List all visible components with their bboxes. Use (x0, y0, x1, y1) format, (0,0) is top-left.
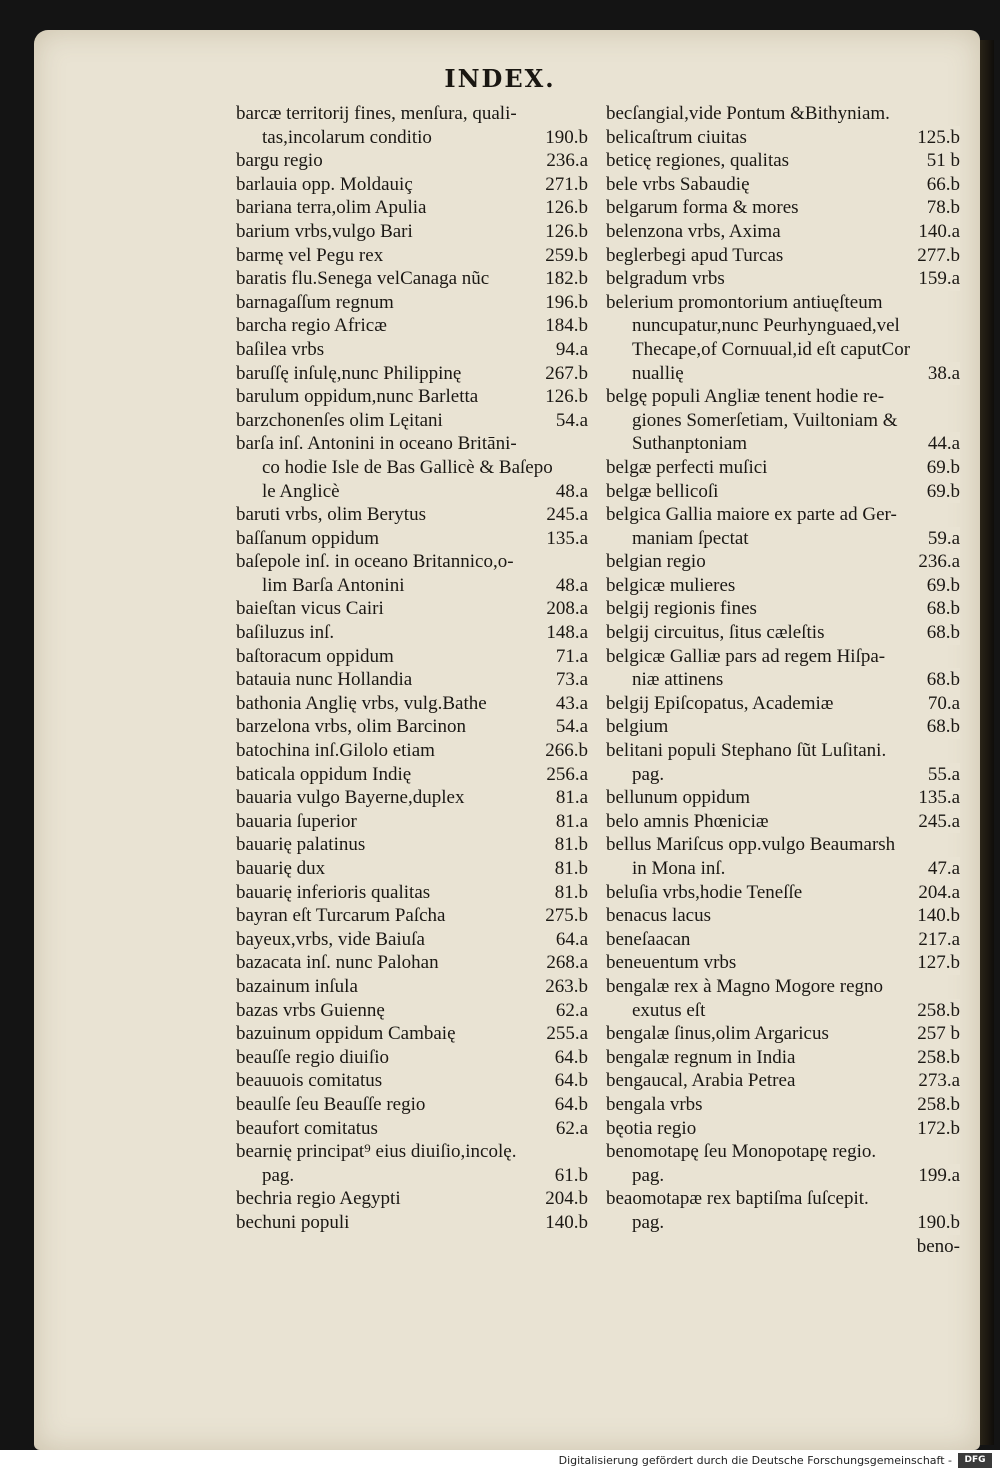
index-entry (236, 1046, 588, 1070)
page-reference: 44.a (922, 432, 960, 456)
index-entry-text: belgium 68.b (606, 716, 960, 738)
index-entry-text: bęotia regio 172.b (606, 1117, 960, 1139)
page-reference: 54.a (550, 715, 588, 739)
page-reference: 61.b (549, 1164, 588, 1188)
index-entry-text: baratis flu.Senega velCanaga nũc 182.b (236, 268, 588, 290)
index-entry (236, 715, 588, 739)
page-reference: 172.b (911, 1117, 960, 1141)
index-entry-text: beaufort comitatus 62.a (236, 1117, 588, 1139)
index-entry-text: barulum oppidum,nunc Barletta 126.b (236, 386, 588, 408)
page-reference: 196.b (539, 291, 588, 315)
page-reference: 81.b (549, 833, 588, 857)
index-entry-text: maniam ſpectat 59.a (632, 527, 960, 549)
index-entry (236, 527, 588, 551)
index-entry-text: pag. 55.a (632, 763, 960, 785)
page-reference: 51 b (921, 149, 960, 173)
index-entry-text: Suthanptoniam 44.a (632, 433, 960, 455)
page-reference: 236.a (540, 149, 588, 173)
index-entry-text: baſepole inſ. in oceano Britannico,o- (236, 551, 514, 573)
page-reference: 255.a (540, 1022, 588, 1046)
index-entry-text: barmę vel Pegu rex 259.b (236, 244, 588, 266)
page-reference: 81.b (549, 881, 588, 905)
index-entry (236, 362, 588, 386)
index-entry (606, 102, 960, 126)
index-entry (606, 291, 960, 385)
index-entry (236, 220, 588, 244)
index-entry (236, 1093, 588, 1117)
page-reference: 204.a (912, 881, 960, 905)
page-reference: 271.b (539, 173, 588, 197)
page-reference: 140.a (912, 220, 960, 244)
index-entry (236, 692, 588, 716)
index-entry-text: co hodie Isle de Bas Gallicè & Baſepo (262, 456, 553, 478)
index-entry (606, 1140, 960, 1187)
page-reference: 126.b (539, 196, 588, 220)
index-entry-text: bazainum inſula 263.b (236, 975, 588, 997)
page-reference: 159.a (912, 267, 960, 291)
index-entry-text: belgradum vrbs 159.a (606, 268, 960, 290)
index-column-right (606, 102, 960, 1235)
index-column-left (236, 102, 588, 1235)
index-entry-text: belgica Gallia maiore ex parte ad Ger- (606, 504, 897, 526)
index-entry-text: bauarię palatinus 81.b (236, 834, 588, 856)
index-entry (236, 314, 588, 338)
page-reference: 258.b (911, 999, 960, 1023)
footer-credit: Digitalisierung gefördert durch die Deutsche Forschungsgemeinschaft - (558, 1454, 952, 1467)
page-reference: 81.a (550, 810, 588, 834)
index-entry-text: baſiluzus inſ. 148.a (236, 622, 588, 644)
index-entry-text: belgarum forma & mores 78.b (606, 197, 960, 219)
dfg-logo-icon: DFG (958, 1453, 992, 1468)
index-entry-text: in Mona inſ. 47.a (632, 858, 960, 879)
page-reference: 268.a (540, 951, 588, 975)
index-entry (606, 267, 960, 291)
index-entry (606, 833, 960, 880)
index-entry-text: niæ attinens 68.b (632, 669, 960, 691)
index-entry (606, 173, 960, 197)
page-reference: 256.a (540, 763, 588, 787)
index-entry (236, 645, 588, 669)
page-reference: 69.b (921, 480, 960, 504)
page-reference: 266.b (539, 739, 588, 763)
page-reference: 81.a (550, 786, 588, 810)
page-reference: 62.a (550, 999, 588, 1023)
index-entry-text: bauarię inferioris qualitas 81.b (236, 881, 588, 903)
index-entry (236, 999, 588, 1023)
index-entry-text: tas,incolarum conditio 190.b (262, 126, 588, 148)
page-reference: 204.b (539, 1187, 588, 1211)
page-reference: 68.b (921, 715, 960, 739)
page-reference: 190.b (911, 1211, 960, 1235)
index-entry-text: bengalæ ſinus,olim Argaricus 257 b (606, 1023, 960, 1045)
page-reference: 68.b (921, 621, 960, 645)
index-entry-text: beneſaacan 217.a (606, 928, 960, 950)
index-entry-text: bele vrbs Sabaudię 66.b (606, 173, 960, 195)
index-entry-text: bazacata inſ. nunc Palohan 268.a (236, 952, 588, 974)
index-entry (236, 621, 588, 645)
index-entry (606, 975, 960, 1022)
page-reference: 135.a (912, 786, 960, 810)
index-entry-text: benacus lacus 140.b (606, 905, 960, 927)
index-entry-text: bariana terra,olim Apulia 126.b (236, 197, 588, 219)
index-entry (236, 668, 588, 692)
page-reference: 135.a (540, 527, 588, 551)
index-entry (236, 244, 588, 268)
index-entry-text: bengalæ rex à Magno Mogore regno (606, 975, 884, 997)
index-entry-text: giones Somerſetiam, Vuiltoniam & (632, 409, 898, 431)
index-entry-text: belgicæ mulieres 69.b (606, 574, 960, 596)
index-entry-text: baruſſę inſulę,nunc Philippinę 267.b (236, 362, 588, 384)
page-reference: 64.a (550, 928, 588, 952)
index-entry (236, 267, 588, 291)
page-reference: 59.a (922, 527, 960, 551)
page-reference: 78.b (921, 196, 960, 220)
index-entry (236, 833, 588, 857)
page-header: INDEX. (444, 64, 556, 93)
page-reference: 277.b (911, 244, 960, 268)
index-entry-text: baticala oppidum Indię 256.a (236, 763, 588, 785)
index-entry-text: bauaria ſuperior 81.a (236, 810, 588, 832)
index-entry (606, 951, 960, 975)
page-reference: 126.b (539, 220, 588, 244)
index-entry-text: beauuois comitatus 64.b (236, 1070, 588, 1092)
index-entry-text: bargu regio 236.a (236, 150, 588, 172)
index-entry (236, 1117, 588, 1141)
index-entry-text: batochina inſ.Gilolo etiam 266.b (236, 740, 588, 762)
index-entry-text: barcha regio Africæ 184.b (236, 315, 588, 337)
page-reference: 245.a (912, 810, 960, 834)
index-entry-text: le Anglicè 48.a (262, 480, 588, 502)
index-entry (606, 739, 960, 786)
page-reference: 140.b (539, 1211, 588, 1235)
index-entry (236, 763, 588, 787)
index-entry (236, 928, 588, 952)
index-entry (236, 857, 588, 881)
page-reference: 259.b (539, 244, 588, 268)
index-entry (606, 928, 960, 952)
index-entry (236, 1022, 588, 1046)
index-entry (606, 1022, 960, 1046)
page-reference: 258.b (911, 1046, 960, 1070)
index-entry-text: beaomotapæ rex baptiſma ſuſcepit. (606, 1188, 869, 1210)
page-reference: 140.b (911, 904, 960, 928)
page-reference: 199.a (912, 1164, 960, 1188)
page-reference: 64.b (549, 1046, 588, 1070)
index-entry-text: beauſſe regio diuiſio 64.b (236, 1046, 588, 1068)
page-reference: 275.b (539, 904, 588, 928)
index-entry-text: pag. 61.b (262, 1164, 588, 1186)
page-reference: 55.a (922, 763, 960, 787)
page-reference: 68.b (921, 668, 960, 692)
index-entry-text: barzelona vrbs, olim Barcinon 54.a (236, 716, 588, 738)
index-entry (606, 574, 960, 598)
index-entry-text: belenzona vrbs, Axima 140.a (606, 220, 960, 242)
page-reference: 48.a (550, 480, 588, 504)
index-entry-text: bengalæ regnum in India 258.b (606, 1046, 960, 1068)
page-reference: 69.b (921, 456, 960, 480)
page-reference: 94.a (550, 338, 588, 362)
page-reference: 64.b (549, 1093, 588, 1117)
index-entry (236, 975, 588, 999)
page-reference: 127.b (911, 951, 960, 975)
index-entry (236, 409, 588, 433)
index-entry-text: batauia nunc Hollandia 73.a (236, 669, 588, 691)
index-entry (606, 1069, 960, 1093)
page-reference: 66.b (921, 173, 960, 197)
page-reference: 47.a (922, 857, 960, 881)
index-entry (606, 126, 960, 150)
index-entry (606, 503, 960, 550)
page-reference: 81.b (549, 857, 588, 881)
page-reference: 236.a (912, 550, 960, 574)
index-entry-text: belicaſtrum ciuitas 125.b (606, 126, 960, 148)
index-entry (236, 149, 588, 173)
index-entry-text: bellunum oppidum 135.a (606, 787, 960, 809)
page-reference: 267.b (539, 362, 588, 386)
index-entry-text: baruti vrbs, olim Berytus 245.a (236, 504, 588, 526)
page-reference: 54.a (550, 409, 588, 433)
index-entry (606, 786, 960, 810)
index-entry-text: bayran eſt Turcarum Paſcha 275.b (236, 905, 588, 927)
page-reference: 258.b (911, 1093, 960, 1117)
index-entry (236, 881, 588, 905)
index-entry (606, 196, 960, 220)
index-entry-text: belgian regio 236.a (606, 551, 960, 573)
index-entry (606, 881, 960, 905)
index-entry (606, 244, 960, 268)
page-reference: 257 b (911, 1022, 960, 1046)
index-entry (606, 1046, 960, 1070)
page-reference: 245.a (540, 503, 588, 527)
index-entry (606, 597, 960, 621)
index-entry-text: pag. 190.b (632, 1211, 960, 1233)
page-reference: 125.b (911, 126, 960, 150)
index-entry (236, 503, 588, 527)
page-reference: 68.b (921, 597, 960, 621)
index-entry-text: bengaucal, Arabia Petrea 273.a (606, 1070, 960, 1092)
page-reference: 148.a (540, 621, 588, 645)
index-entry-text: bazas vrbs Guiennę 62.a (236, 999, 588, 1021)
page-edge (980, 40, 994, 1445)
index-entry-text: belgij regionis fines 68.b (606, 598, 960, 620)
index-entry (236, 432, 588, 503)
index-entry-text: barzchonenſes olim Lęitani 54.a (236, 409, 588, 431)
index-entry-text: belitani populi Stephano ſũt Luſitani. (606, 740, 887, 762)
page-reference: 70.a (922, 692, 960, 716)
index-entry-text: belgij Epiſcopatus, Academiæ 70.a (606, 692, 960, 714)
index-entry-text: beaulſe ſeu Beauſſe regio 64.b (236, 1093, 588, 1115)
index-entry (606, 810, 960, 834)
index-entry-text: bearnię principat⁹ eius diuiſio,incolę. (236, 1141, 517, 1163)
index-entry-text: bauaria vulgo Bayerne,duplex 81.a (236, 787, 588, 809)
index-entry-text: beglerbegi apud Turcas 277.b (606, 244, 960, 266)
index-entry (606, 1117, 960, 1141)
index-entry-text: baieſtan vicus Cairi 208.a (236, 598, 588, 620)
index-entry-text: beticę regiones, qualitas 51 b (606, 150, 960, 172)
index-entry-text: belgij circuitus, ſitus cæleſtis 68.b (606, 622, 960, 644)
index-entry (606, 715, 960, 739)
index-entry-text: barlauia opp. Moldauiç 271.b (236, 173, 588, 195)
index-entry (606, 1093, 960, 1117)
index-entry (236, 1140, 588, 1187)
index-entry-text: beluſia vrbs,hodie Teneſſe 204.a (606, 881, 960, 903)
index-entry (606, 220, 960, 244)
index-entry-text: lim Barſa Antonini 48.a (262, 574, 588, 596)
index-entry-text: bengala vrbs 258.b (606, 1093, 960, 1115)
index-entry-text: nuncupatur,nunc Peurhynguaed,vel (632, 315, 900, 337)
page-reference: 217.a (912, 928, 960, 952)
index-entry-text: belerium promontorium antiuęſteum (606, 291, 883, 313)
page-reference: 62.a (550, 1117, 588, 1141)
page-reference: 182.b (539, 267, 588, 291)
page-reference: 73.a (550, 668, 588, 692)
page-reference: 64.b (549, 1069, 588, 1093)
index-entry (236, 1211, 588, 1235)
index-entry (236, 904, 588, 928)
index-entry (236, 550, 588, 597)
index-entry (606, 1187, 960, 1234)
page-reference: 273.a (912, 1069, 960, 1093)
index-entry (236, 196, 588, 220)
index-entry-text: bazuinum oppidum Cambaię 255.a (236, 1023, 588, 1045)
page-reference: 69.b (921, 574, 960, 598)
index-entry (236, 173, 588, 197)
index-entry-text: baſtoracum oppidum 71.a (236, 645, 588, 667)
index-entry (606, 645, 960, 692)
page-reference: 208.a (540, 597, 588, 621)
index-entry-text: bechria regio Aegypti 204.b (236, 1188, 588, 1210)
index-entry (236, 786, 588, 810)
index-entry (606, 456, 960, 480)
index-entry-text: bauarię dux 81.b (236, 858, 588, 879)
index-entry-text: bathonia Anglię vrbs, vulg.Bathe 43.a (236, 692, 588, 714)
footer-bar (0, 1450, 1000, 1473)
index-entry (236, 1187, 588, 1211)
index-entry (606, 480, 960, 504)
index-entry-text: barſa inſ. Antonini in oceano Britāni- (236, 433, 517, 455)
index-entry-text: baſſanum oppidum 135.a (236, 527, 588, 549)
index-entry (606, 692, 960, 716)
index-entry-text: exutus eſt 258.b (632, 999, 960, 1021)
index-entry-text: belgicæ Galliæ pars ad regem Hiſpa- (606, 645, 886, 667)
index-entry-text: belgæ perfecti muſici 69.b (606, 456, 960, 478)
page-reference: 184.b (539, 314, 588, 338)
index-entry-text: bayeux,vrbs, vide Baiuſa 64.a (236, 928, 588, 950)
page-reference: 190.b (539, 126, 588, 150)
index-entry (236, 385, 588, 409)
index-entry (236, 102, 588, 149)
index-entry-text: beneuentum vrbs 127.b (606, 952, 960, 974)
page-reference: 126.b (539, 385, 588, 409)
page-reference: 263.b (539, 975, 588, 999)
index-entry (236, 1069, 588, 1093)
index-entry-text: belgę populi Angliæ tenent hodie re- (606, 386, 885, 408)
index-entry (236, 951, 588, 975)
index-entry (606, 621, 960, 645)
index-entry-text: pag. 199.a (632, 1164, 960, 1186)
index-entry-text: belo amnis Phœniciæ 245.a (606, 810, 960, 832)
index-entry (606, 149, 960, 173)
index-entry (236, 597, 588, 621)
index-entry-text: baſilea vrbs 94.a (236, 338, 588, 360)
index-entry (606, 550, 960, 574)
index-entry (236, 810, 588, 834)
page-reference: 38.a (922, 362, 960, 386)
index-entry (236, 291, 588, 315)
index-entry-text: benomotapę ſeu Monopotapę regio. (606, 1141, 877, 1163)
index-entry (606, 385, 960, 456)
index-entry-text: nuallię 38.a (632, 362, 960, 384)
index-entry (606, 904, 960, 928)
catchword: beno- (916, 1236, 960, 1257)
page-reference: 71.a (550, 645, 588, 669)
index-entry-text: Thecape,of Cornuual,id eſt caputCor (632, 338, 911, 360)
page-reference: 48.a (550, 574, 588, 598)
index-entry-text: becſangial,vide Pontum &Bithyniam. (606, 103, 890, 124)
index-entry-text: barium vrbs,vulgo Bari 126.b (236, 220, 588, 242)
index-entry-text: barnagaſſum regnum 196.b (236, 291, 588, 313)
page-reference: 43.a (550, 692, 588, 716)
index-entry-text: belgæ bellicoſi 69.b (606, 480, 960, 502)
index-entry (236, 739, 588, 763)
index-entry-text: bellus Mariſcus opp.vulgo Beaumarsh (606, 834, 896, 856)
index-entry (236, 338, 588, 362)
index-entry-text: barcæ territorij fines, menſura, quali- (236, 103, 517, 124)
index-entry-text: bechuni populi 140.b (236, 1211, 588, 1233)
